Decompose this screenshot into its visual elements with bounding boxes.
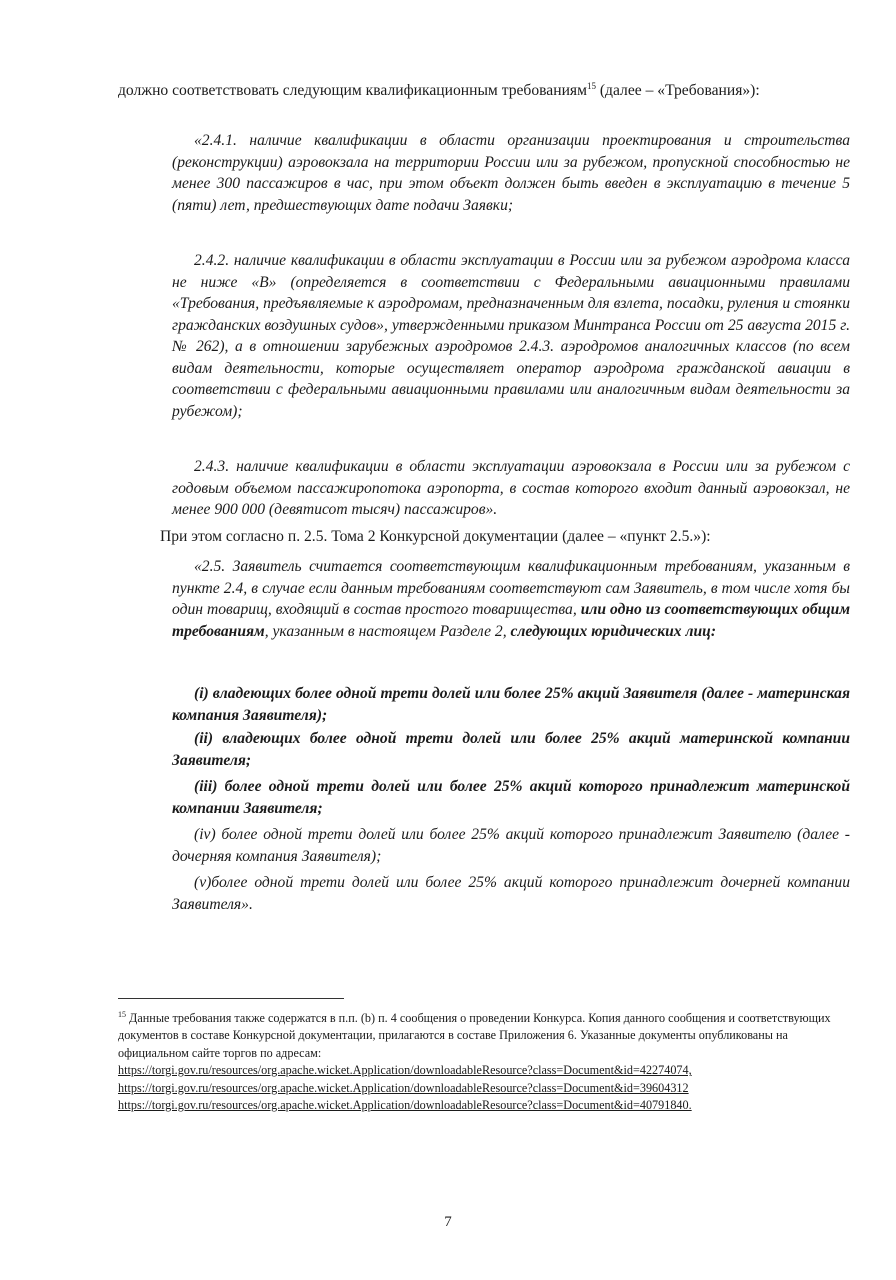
footnote-mark: 15 xyxy=(118,1009,126,1019)
note-paragraph: При этом согласно п. 2.5. Тома 2 Конкурсной документации (далее – «пункт 2.5.»): xyxy=(160,528,711,545)
footnote-divider xyxy=(118,998,344,999)
footnote-body: Данные требования также содержатся в п.п. (b) п. 4 сообщения о проведении Конкурса. Копия данного сообщения и соответствующих документов в составе Конкурсной документации, прилагаются в составе Приложения 6. Указанные документы опубликованы на официальном сайте торгов по адресам: xyxy=(118,1011,831,1060)
clause-2-4-2: 2.4.2. наличие квалификации в области эксплуатации в России или за рубежом аэродрома класса не ниже «В» (определяется в соответствии с Федеральными авиационными правилами «Требования, предъявляемые к аэродромам, предназначенным для взлета, посадки, руления и стоянки гражданских воздушных судов», утвержденными приказом Минтранса России от 25 августа 2015 г. № 262), а в отношении зарубежных аэродромов 2.4.3. аэродромов аналогичных классов (по всем видам деятельности, которые осуществляет оператор аэродрома гражданской авиации в соответствии с федеральными авиационными правилами или аналогичным видам деятельности за рубежом); xyxy=(172,252,850,420)
intro-paragraph xyxy=(118,80,849,101)
clause-2-4-3: 2.4.3. наличие квалификации в области эксплуатации аэровокзала в России или за рубежом с годовым объемом пассажиропотока аэропорта, в состав которого входит данный аэровокзал, не менее 900 000 (девятисот тысяч) пассажиров». xyxy=(172,458,850,518)
page-number: 7 xyxy=(444,1214,452,1230)
footnote-link-3[interactable]: https://torgi.gov.ru/resources/org.apache.wicket.Application/downloadableResource?class=Document&id=40791840. xyxy=(118,1098,692,1113)
footnote-link-1[interactable]: https://torgi.gov.ru/resources/org.apache.wicket.Application/downloadableResource?class=Document&id=42274074, xyxy=(118,1063,692,1078)
clause-2-5-text-2: , указанным в настоящем Разделе 2, xyxy=(264,622,511,640)
list-item-iii: (iii) более одной трети долей или более 25% акций которого принадлежит материнской компании Заявителя; xyxy=(172,778,850,817)
list-item-v: (v)более одной трети долей или более 25% акций которого принадлежит дочерней компании Заявителя». xyxy=(172,874,850,913)
clause-2-5-bold-1: или одно из соответствующих общим требованиям xyxy=(172,601,850,640)
footnote xyxy=(118,1010,851,1114)
clause-2-4-1: «2.4.1. наличие квалификации в области организации проектирования и строительства (реконструкции) аэровокзала на территории России или за рубежом, пропускной способностью не менее 300 пассажиров в час, при этом объект должен быть введен в эксплуатацию в течение 5 (пяти) лет, предшествующих дате подачи Заявки; xyxy=(172,132,850,214)
list-item-iv: (iv) более одной трети долей или более 25% акций которого принадлежит Заявителю (далее - дочерняя компания Заявителя); xyxy=(172,826,850,865)
list-item-ii: (ii) владеющих более одной трети долей или более 25% акций материнской компании Заявителя; xyxy=(172,730,850,769)
list-item-i: (i) владеющих более одной трети долей или более 25% акций Заявителя (далее - материнская компания Заявителя); xyxy=(172,685,850,724)
footnote-text xyxy=(118,1010,851,1062)
intro-text: должно соответствовать следующим квалификационным требованиям xyxy=(118,82,587,99)
clause-2-5-text: «2.5. Заявитель считается соответствующим квалификационным требованиям, указанным в пункте 2.4, в случае если данным требованиям соответствуют сам Заявитель, в том числе хотя бы один товарищ, входящий в состав простого товарищества, xyxy=(172,558,850,618)
footnote-reference[interactable]: 15 xyxy=(586,80,596,91)
clause-2-5 xyxy=(172,556,850,642)
intro-tail: (далее – «Требования»): xyxy=(595,82,760,99)
clause-2-5-bold-2: следующих юридических лиц: xyxy=(510,622,717,640)
footnote-link-2[interactable]: https://torgi.gov.ru/resources/org.apache.wicket.Application/downloadableResource?class=Document&id=39604312 xyxy=(118,1080,689,1095)
